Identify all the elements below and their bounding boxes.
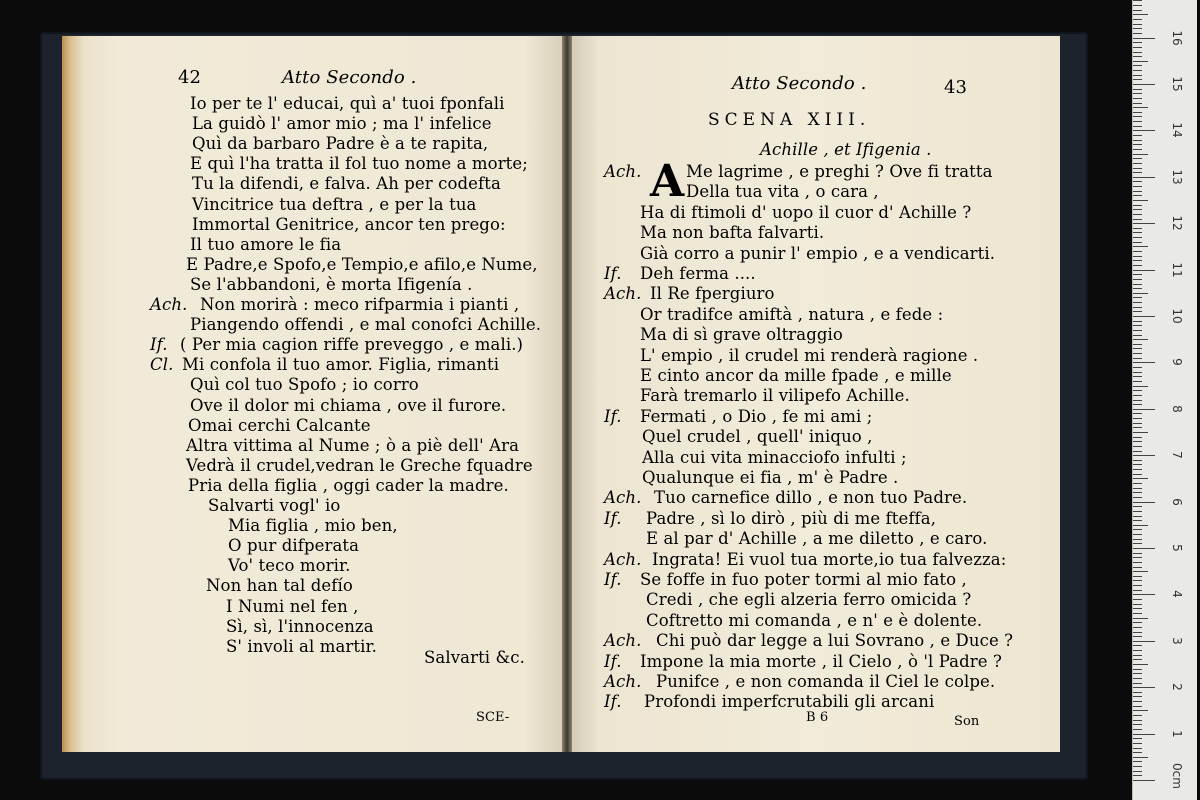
drop-cap: A bbox=[650, 156, 685, 207]
ruler-number: 1 bbox=[1170, 729, 1184, 738]
left-aria-cue: Salvarti &c. bbox=[424, 648, 525, 667]
ruler-tick bbox=[1133, 576, 1142, 577]
right-running-head: Atto Secondo . bbox=[732, 73, 867, 94]
text-line: Non morirà : meco rifparmia i pianti , bbox=[200, 295, 520, 314]
ruler-tick bbox=[1133, 580, 1142, 581]
ruler-tick bbox=[1133, 502, 1155, 503]
ruler-tick bbox=[1133, 75, 1142, 76]
text-line: Alla cui vita minacciofo infulti ; bbox=[642, 447, 907, 467]
text-line: Non han tal defío bbox=[206, 576, 353, 596]
text-line: Chi può dar legge a lui Sovrano , e Duce ? bbox=[656, 631, 1014, 651]
ruler-number: 13 bbox=[1170, 169, 1184, 185]
text-line: Salvarti vogl' io bbox=[208, 496, 341, 515]
ruler-tick bbox=[1133, 38, 1155, 39]
ruler-tick bbox=[1133, 149, 1142, 150]
text-line: Farà tremarlo il vilipefo Achille. bbox=[640, 386, 910, 406]
right-signature: B 6 bbox=[806, 710, 829, 725]
ruler-tick bbox=[1133, 256, 1142, 257]
ruler-tick bbox=[1133, 10, 1142, 11]
ruler-tick bbox=[1133, 24, 1142, 25]
ruler-tick bbox=[1133, 738, 1142, 739]
ruler-tick bbox=[1133, 47, 1142, 48]
ruler-tick bbox=[1133, 246, 1148, 247]
ruler-tick bbox=[1133, 14, 1148, 15]
ruler-tick bbox=[1133, 766, 1142, 767]
text-line: Altra vittima al Nume ; ò a piè dell' Ara bbox=[186, 435, 520, 455]
ruler-tick bbox=[1133, 678, 1142, 679]
ruler-tick bbox=[1133, 0, 1142, 1]
ruler-number: 2 bbox=[1170, 683, 1184, 691]
ruler-tick bbox=[1133, 543, 1142, 544]
ruler-number: 6 bbox=[1170, 497, 1184, 506]
ruler-tick bbox=[1133, 200, 1148, 201]
ruler-tick bbox=[1133, 93, 1142, 94]
ruler-tick bbox=[1133, 427, 1142, 428]
text-line: Quì col tuo Spofo ; io corro bbox=[190, 375, 419, 395]
ruler-number: 16 bbox=[1170, 29, 1184, 46]
ruler-tick bbox=[1133, 302, 1142, 303]
ruler-tick bbox=[1133, 743, 1142, 744]
ruler-tick bbox=[1133, 757, 1148, 758]
text-line: Deh ferma .... bbox=[640, 264, 756, 283]
text-line: L' empio , il crudel mi renderà ragione . bbox=[640, 345, 979, 365]
text-line: Tuo carnefice dillo , e non tuo Padre. bbox=[654, 488, 968, 508]
ruler-tick bbox=[1133, 242, 1142, 243]
ruler-tick bbox=[1133, 729, 1142, 730]
ruler-tick bbox=[1133, 520, 1142, 521]
ruler-unit-label: 0cm bbox=[1170, 763, 1184, 789]
ruler-tick bbox=[1133, 432, 1148, 433]
text-line: ( Per mia cagion riffe preveggo , e mali.) bbox=[180, 335, 524, 355]
text-line: Io per te l' educai, quì a' tuoi fponfali bbox=[190, 94, 505, 113]
ruler-tick bbox=[1133, 56, 1142, 57]
ruler-tick bbox=[1133, 177, 1155, 178]
ruler-tick bbox=[1133, 140, 1142, 141]
ruler-tick bbox=[1133, 413, 1142, 414]
ruler-tick bbox=[1133, 52, 1142, 53]
ruler-tick bbox=[1133, 70, 1142, 71]
ruler-tick bbox=[1133, 506, 1142, 507]
text-line: Credi , che egli alzeria ferro omicida ? bbox=[646, 590, 972, 610]
ruler-tick bbox=[1133, 613, 1142, 614]
ruler-tick bbox=[1133, 79, 1142, 80]
ruler-tick bbox=[1133, 478, 1148, 479]
ruler-tick bbox=[1133, 321, 1142, 322]
ruler-tick bbox=[1133, 622, 1142, 623]
text-line: Or tradifce amiftà , natura , e fede : bbox=[640, 304, 944, 324]
ruler-number: 14 bbox=[1170, 122, 1184, 139]
speaker-label: Cl. bbox=[150, 355, 174, 375]
ruler-tick bbox=[1133, 780, 1155, 781]
ruler-tick bbox=[1133, 205, 1142, 206]
text-line: Il tuo amore le fia bbox=[190, 234, 342, 254]
ruler-tick bbox=[1133, 604, 1142, 605]
ruler-tick bbox=[1133, 362, 1155, 363]
ruler-tick bbox=[1133, 158, 1142, 159]
ruler-tick bbox=[1133, 469, 1142, 470]
speaker-label: If. bbox=[604, 508, 622, 528]
ruler-tick bbox=[1133, 553, 1142, 554]
scene-title: SCENA XIII. bbox=[708, 110, 871, 130]
ruler-tick bbox=[1133, 297, 1142, 298]
text-line: E Padre,e Spofo,e Tempio,e afilo,e Nume, bbox=[186, 254, 538, 274]
ruler-tick bbox=[1133, 98, 1142, 99]
ruler-tick bbox=[1133, 223, 1155, 224]
ruler-tick bbox=[1133, 339, 1148, 340]
ruler-tick bbox=[1133, 441, 1142, 442]
ruler-tick bbox=[1133, 734, 1155, 735]
ruler-tick bbox=[1133, 33, 1142, 34]
left-page-number: 42 bbox=[178, 67, 202, 88]
ruler-tick bbox=[1133, 664, 1148, 665]
text-line: Già corro a punir l' empio , e a vendicarti. bbox=[640, 243, 996, 263]
ruler-tick bbox=[1133, 529, 1142, 530]
ruler-tick bbox=[1133, 154, 1148, 155]
speaker-label: If. bbox=[604, 264, 622, 283]
text-line: Della tua vita , o cara , bbox=[686, 182, 879, 202]
ruler-tick bbox=[1133, 446, 1142, 447]
ruler-number: 5 bbox=[1170, 544, 1184, 552]
text-line: O pur difperata bbox=[228, 536, 360, 556]
ruler-tick bbox=[1133, 293, 1148, 294]
ruler-tick bbox=[1133, 562, 1142, 563]
text-line: Sì, sì, l'innocenza bbox=[226, 616, 374, 636]
ruler-tick bbox=[1133, 358, 1142, 359]
ruler-tick bbox=[1133, 214, 1142, 215]
ruler-tick bbox=[1133, 381, 1142, 382]
ruler-tick bbox=[1133, 191, 1142, 192]
speaker-label: If. bbox=[604, 570, 622, 589]
text-line: I Numi nel fen , bbox=[226, 596, 359, 616]
ruler-number: 3 bbox=[1170, 636, 1184, 645]
text-line: Ma di sì grave oltraggio bbox=[640, 325, 843, 345]
ruler-tick bbox=[1133, 715, 1142, 716]
ruler-tick bbox=[1133, 400, 1142, 401]
ruler-tick bbox=[1133, 61, 1148, 62]
text-line: E al par d' Achille , a me diletto , e caro. bbox=[646, 529, 988, 549]
ruler-tick bbox=[1133, 367, 1142, 368]
text-line: Se l'abbandoni, è morta Ifigenía . bbox=[190, 274, 473, 294]
ruler-tick bbox=[1133, 474, 1142, 475]
ruler-tick bbox=[1133, 451, 1142, 452]
speaker-label: Ach. bbox=[604, 284, 642, 304]
right-catchword: Son bbox=[954, 714, 980, 729]
ruler-tick bbox=[1133, 274, 1142, 275]
ruler-tick bbox=[1133, 116, 1142, 117]
ruler-tick bbox=[1133, 228, 1142, 229]
ruler-tick bbox=[1133, 335, 1142, 336]
ruler-tick bbox=[1133, 251, 1142, 252]
ruler-tick bbox=[1133, 455, 1155, 456]
ruler-tick bbox=[1133, 687, 1155, 688]
text-line: Ha di ftimoli d' uopo il cuor d' Achille ? bbox=[640, 202, 972, 222]
text-line: Ma non bafta falvarti. bbox=[640, 223, 825, 243]
text-line: E cinto ancor da mille fpade , e mille bbox=[640, 366, 952, 385]
left-catchword: SCE- bbox=[476, 710, 510, 725]
ruler-tick bbox=[1133, 418, 1142, 419]
ruler-number: 11 bbox=[1170, 261, 1184, 278]
ruler-tick bbox=[1133, 103, 1142, 104]
ruler-tick bbox=[1133, 618, 1148, 619]
ruler-tick bbox=[1133, 181, 1142, 182]
ruler-tick bbox=[1133, 692, 1142, 693]
speaker-label: Ach. bbox=[604, 631, 642, 651]
ruler-tick bbox=[1133, 348, 1142, 349]
ruler-number: 7 bbox=[1170, 451, 1184, 459]
ruler-number: 4 bbox=[1170, 590, 1184, 599]
ruler-tick bbox=[1133, 645, 1142, 646]
ruler-tick bbox=[1133, 135, 1142, 136]
ruler-tick bbox=[1133, 636, 1142, 637]
text-line: Ingrata! Ei vuol tua morte,io tua falvezza: bbox=[652, 549, 1007, 569]
text-line: Vedrà il crudel,vedran le Greche fquadre bbox=[186, 455, 533, 475]
left-running-head: Atto Secondo . bbox=[282, 67, 417, 88]
ruler-tick bbox=[1133, 209, 1142, 210]
ruler-tick bbox=[1133, 683, 1142, 684]
ruler-tick bbox=[1133, 144, 1142, 145]
ruler-tick bbox=[1133, 673, 1142, 674]
text-line: Punifce , e non comanda il Ciel le colpe. bbox=[656, 672, 996, 691]
ruler-tick bbox=[1133, 386, 1148, 387]
ruler-tick bbox=[1133, 284, 1142, 285]
ruler-number: 9 bbox=[1170, 358, 1184, 367]
ruler-tick bbox=[1133, 511, 1142, 512]
book-gutter bbox=[562, 36, 572, 752]
ruler-tick bbox=[1133, 585, 1142, 586]
text-line: Pria della figlia , oggi cader la madre. bbox=[188, 475, 509, 495]
text-line: Vo' teco morir. bbox=[228, 556, 351, 576]
ruler-tick bbox=[1133, 761, 1142, 762]
ruler-tick bbox=[1133, 516, 1142, 517]
ruler-tick bbox=[1133, 237, 1142, 238]
ruler-tick bbox=[1133, 571, 1148, 572]
ruler-tick bbox=[1133, 557, 1142, 558]
ruler-tick bbox=[1133, 390, 1142, 391]
speaker-label: If. bbox=[150, 335, 168, 355]
ruler-number: 15 bbox=[1170, 76, 1184, 92]
ruler-tick bbox=[1133, 219, 1142, 220]
ruler-tick bbox=[1133, 376, 1142, 377]
ruler-tick bbox=[1133, 492, 1142, 493]
ruler-tick bbox=[1133, 107, 1148, 108]
ruler-tick bbox=[1133, 195, 1142, 196]
ruler-tick bbox=[1133, 172, 1142, 173]
ruler-tick bbox=[1133, 669, 1142, 670]
ruler-tick bbox=[1133, 307, 1142, 308]
text-line: Ove il dolor mi chiama , ove il furore. bbox=[190, 395, 507, 415]
ruler-tick bbox=[1133, 659, 1142, 660]
ruler-tick bbox=[1133, 270, 1155, 271]
text-line: Mia figlia , mio ben, bbox=[228, 516, 398, 536]
ruler-tick bbox=[1133, 771, 1142, 772]
text-line: Omai cerchi Calcante bbox=[188, 415, 371, 435]
text-line: Se foffe in fuo poter tormi al mio fato , bbox=[640, 570, 967, 589]
speaker-label: If. bbox=[604, 406, 622, 426]
ruler-tick bbox=[1133, 775, 1142, 776]
ruler-tick bbox=[1133, 260, 1142, 261]
text-line: Me lagrime , e preghi ? Ove fi tratta bbox=[686, 162, 993, 181]
ruler-tick bbox=[1133, 594, 1155, 595]
ruler-tick bbox=[1133, 168, 1142, 169]
ruler-tick bbox=[1133, 641, 1155, 642]
ruler-tick bbox=[1133, 437, 1142, 438]
text-line: Coftretto mi comanda , e n' e è dolente. bbox=[646, 610, 983, 630]
text-line: Quel crudel , quell' iniquo , bbox=[642, 427, 873, 447]
text-line: Qualunque ei fia , m' è Padre . bbox=[642, 468, 899, 487]
ruler-tick bbox=[1133, 650, 1142, 651]
text-line: Piangendo offendi , e mal conofci Achille. bbox=[190, 315, 542, 335]
text-line: Tu la difendi, e falva. Ah per codefta bbox=[192, 174, 501, 194]
ruler-tick bbox=[1133, 353, 1142, 354]
speaker-label: If. bbox=[604, 692, 622, 712]
text-line: Quì da barbaro Padre è a te rapita, bbox=[192, 134, 489, 154]
ruler-tick bbox=[1133, 5, 1142, 6]
text-line: E quì l'ha tratta il fol tuo nome a morte; bbox=[190, 154, 528, 174]
ruler-number: 10 bbox=[1170, 308, 1184, 324]
ruler-tick bbox=[1133, 89, 1142, 90]
text-line: Profondi imperfcrutabili gli arcani bbox=[644, 692, 935, 712]
ruler-tick bbox=[1133, 311, 1142, 312]
ruler-tick bbox=[1133, 265, 1142, 266]
ruler-tick bbox=[1133, 534, 1142, 535]
ruler-tick bbox=[1133, 748, 1142, 749]
ruler-tick bbox=[1133, 404, 1142, 405]
ruler-tick bbox=[1133, 163, 1142, 164]
ruler-tick bbox=[1133, 590, 1142, 591]
ruler-number: 8 bbox=[1170, 404, 1184, 413]
ruler-tick bbox=[1133, 409, 1155, 410]
ruler-tick bbox=[1133, 706, 1142, 707]
ruler-tick bbox=[1133, 539, 1142, 540]
ruler-tick bbox=[1133, 720, 1142, 721]
text-line: Impone la mia morte , il Cielo , ò 'l Padre ? bbox=[640, 651, 1002, 671]
ruler-tick bbox=[1133, 126, 1142, 127]
speaker-label: Ach. bbox=[604, 672, 642, 691]
ruler-tick bbox=[1133, 330, 1142, 331]
ruler-tick bbox=[1133, 752, 1142, 753]
speaker-label: Ach. bbox=[604, 162, 642, 181]
ruler-tick bbox=[1133, 65, 1142, 66]
text-line: Fermati , o Dio , fe mi ami ; bbox=[640, 406, 873, 426]
ruler-number: 12 bbox=[1170, 215, 1184, 231]
ruler-tick bbox=[1133, 724, 1142, 725]
speaker-label: Ach. bbox=[150, 295, 188, 314]
right-page-number: 43 bbox=[944, 77, 968, 98]
ruler-tick bbox=[1133, 567, 1142, 568]
ruler-tick bbox=[1133, 121, 1142, 122]
ruler-tick bbox=[1133, 608, 1142, 609]
scene-characters: Achille , et Ifigenia . bbox=[760, 140, 932, 159]
ruler-tick bbox=[1133, 696, 1142, 697]
text-line: S' involi al martir. bbox=[226, 636, 377, 656]
ruler-tick bbox=[1133, 497, 1142, 498]
ruler-tick bbox=[1133, 632, 1142, 633]
ruler-tick bbox=[1133, 288, 1142, 289]
ruler-tick bbox=[1133, 464, 1142, 465]
ruler-tick bbox=[1133, 599, 1142, 600]
ruler-tick bbox=[1133, 395, 1142, 396]
ruler-tick bbox=[1133, 186, 1142, 187]
text-line: Immortal Genitrice, ancor ten prego: bbox=[192, 214, 506, 234]
ruler-tick bbox=[1133, 423, 1142, 424]
ruler-tick bbox=[1133, 372, 1142, 373]
speaker-label: Ach. bbox=[604, 549, 642, 569]
ruler-tick bbox=[1133, 483, 1142, 484]
ruler-tick bbox=[1133, 701, 1142, 702]
ruler-tick bbox=[1133, 232, 1142, 233]
ruler-tick bbox=[1133, 710, 1148, 711]
ruler-tick bbox=[1133, 460, 1142, 461]
ruler-tick bbox=[1133, 316, 1155, 317]
ruler-tick bbox=[1133, 42, 1142, 43]
text-line: Mi confola il tuo amor. Figlia, rimanti bbox=[182, 355, 500, 375]
text-line: La guidò l' amor mio ; ma l' infelice bbox=[192, 114, 492, 134]
ruler-tick bbox=[1133, 112, 1142, 113]
ruler-tick bbox=[1133, 130, 1155, 131]
speaker-label: If. bbox=[604, 651, 622, 671]
ruler-tick bbox=[1133, 488, 1142, 489]
ruler-tick bbox=[1133, 325, 1142, 326]
ruler-tick bbox=[1133, 279, 1142, 280]
ruler-tick bbox=[1133, 525, 1148, 526]
text-line: Vincitrice tua deftra , e per la tua bbox=[192, 194, 477, 214]
ruler-tick bbox=[1133, 548, 1155, 549]
text-line: Padre , sì lo dirò , più di me fteffa, bbox=[646, 508, 937, 528]
ruler-tick bbox=[1133, 28, 1142, 29]
ruler-tick bbox=[1133, 84, 1155, 85]
measuring-ruler bbox=[1132, 0, 1197, 800]
ruler-tick bbox=[1133, 19, 1142, 20]
speaker-label: Ach. bbox=[604, 488, 642, 508]
ruler-tick bbox=[1133, 655, 1142, 656]
ruler-tick bbox=[1133, 344, 1142, 345]
text-line: Il Re fpergiuro bbox=[650, 284, 775, 304]
ruler-tick bbox=[1133, 627, 1142, 628]
